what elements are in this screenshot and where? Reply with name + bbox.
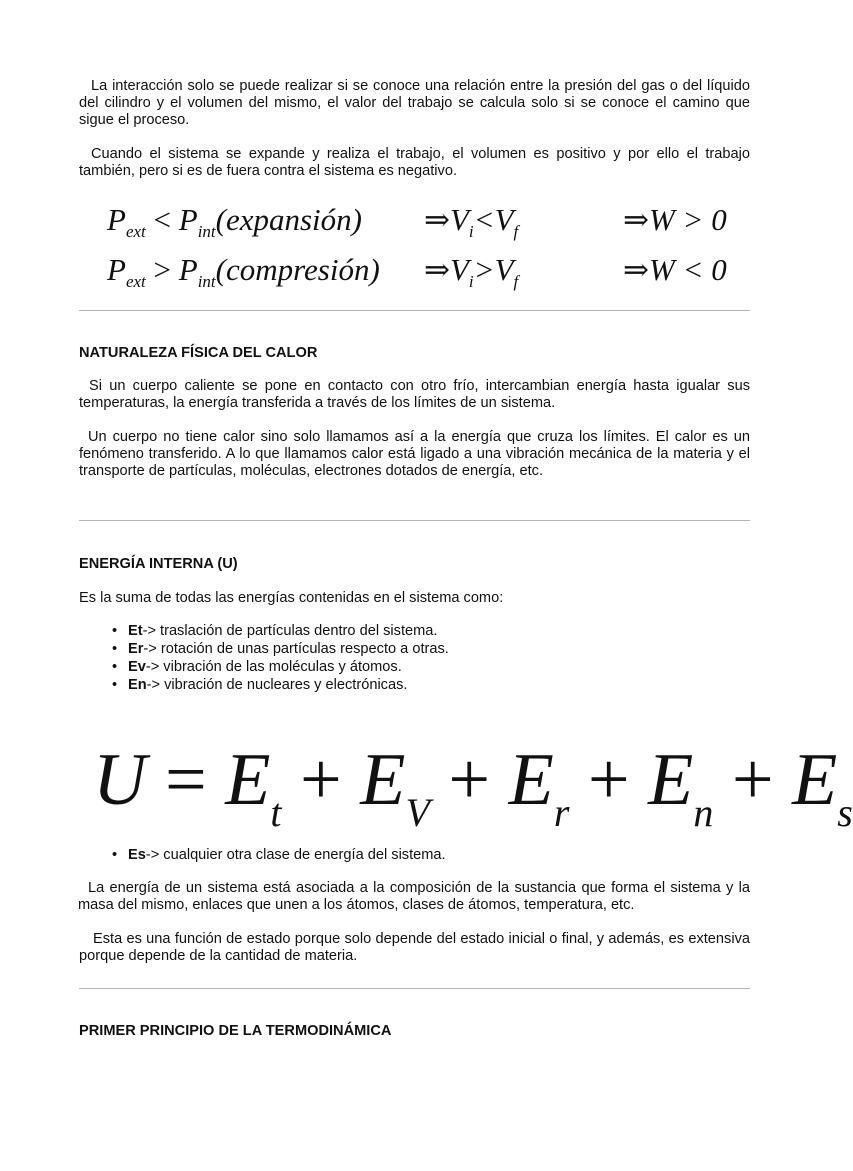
energy-other-list	[109, 846, 446, 864]
heading-heat-nature: NATURALEZA FÍSICA DEL CALOR	[79, 345, 318, 361]
paragraph-heat-definition: Un cuerpo no tiene calor sino solo llamamos así a la energía que cruza los límites. El calor es un fenómeno transferido. A lo que llamamos calor está ligado a una vibración mecánica de la materia y el transporte de partículas, moléculas, electrones dotados de energía, etc.	[79, 429, 750, 479]
divider	[79, 310, 750, 311]
list-item: • En-> vibración de nucleares y electrónicas.	[109, 676, 449, 694]
paragraph-state-function: Esta es una función de estado porque solo depende del estado inicial o final, y además, es extensiva porque depende de la cantidad de materia.	[79, 931, 750, 964]
equation-compression-pressure: $P_{ext}$ > $P_{int}(compresión)$	[107, 252, 380, 291]
list-item: • Er-> rotación de unas partículas respecto a otras.	[109, 640, 449, 658]
equation-compression-work: ⇒W < 0	[623, 252, 727, 287]
list-item: • Ev-> vibración de las moléculas y átomos.	[109, 658, 449, 676]
equation-compression-volume: $\Rightarrow V_i>V_f$	[424, 252, 519, 291]
list-item: • Es-> cualquier otra clase de energía del sistema.	[109, 846, 446, 864]
paragraph-energy-sum: Es la suma de todas las energías contenidas en el sistema como:	[79, 590, 504, 606]
energy-components-list	[109, 622, 449, 694]
list-item: • Et-> traslación de partículas dentro del sistema.	[109, 622, 449, 640]
internal-energy-equation: $U = E_t + E_V + E_r + E_n + E_s$	[93, 739, 853, 835]
equation-expansion-pressure: $P_{ext}$ < $P_{int}(expansión)$	[107, 202, 362, 241]
equation-expansion-volume: $\Rightarrow V_i<V_f$	[424, 202, 519, 241]
paragraph-energy-composition: La energía de un sistema está asociada a la composición de la sustancia que forma el sistema y la masa del mismo, enlaces que unen a los átomos, clases de átomos, temperatura, etc.	[78, 880, 750, 913]
paragraph-heat-contact: Si un cuerpo caliente se pone en contacto con otro frío, intercambian energía hasta igualar sus temperaturas, la energía transferida a través de los límites de un sistema.	[79, 378, 750, 411]
paragraph-expansion-sign: Cuando el sistema se expande y realiza el trabajo, el volumen es positivo y por ello el trabajo también, pero si es de fuera contra el sistema es negativo.	[79, 146, 750, 179]
heading-internal-energy: ENERGÍA INTERNA (U)	[79, 556, 238, 572]
paragraph-work-relation: La interacción solo se puede realizar si se conoce una relación entre la presión del gas o del líquido del cilindro y el volumen del mismo, el valor del trabajo se calcula solo si se conoce el camino que sigue el proceso.	[79, 78, 750, 128]
divider	[79, 988, 750, 989]
heading-first-principle: PRIMER PRINCIPIO DE LA TERMODINÁMICA	[79, 1023, 392, 1039]
equation-expansion-work: ⇒W > 0	[623, 202, 727, 237]
divider	[79, 520, 750, 521]
